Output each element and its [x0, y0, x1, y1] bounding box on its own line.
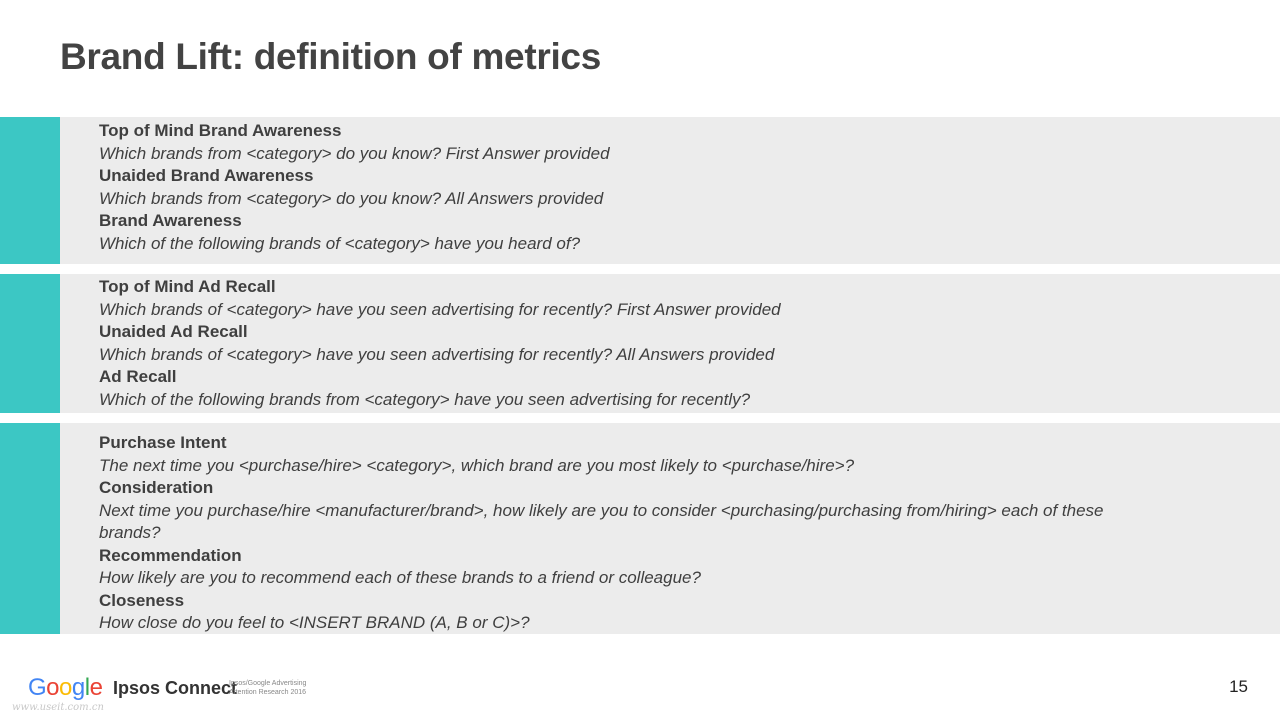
- source-note: [229, 679, 306, 697]
- metric-group-awareness: [0, 117, 1280, 264]
- watermark: www.useit.com.cn: [12, 702, 104, 713]
- ipsos-connect-logo: Ipsos Connect: [113, 678, 238, 698]
- metric-name: Top of Mind Ad Recall: [99, 277, 276, 296]
- metric-question: How likely are you to recommend each of these brands to a friend or colleague?: [99, 568, 701, 587]
- metric-question: Which brands of <category> have you seen advertising for recently? First Answer provided: [99, 299, 781, 319]
- metric-group-purchase: [0, 423, 1280, 634]
- metric-list: [99, 276, 1130, 411]
- google-logo: Google: [28, 674, 103, 701]
- metric-question: Which brands of <category> have you seen advertising for recently? All Answers provided: [99, 344, 775, 364]
- metric-name: Ad Recall: [99, 367, 177, 386]
- accent-bar: [0, 423, 60, 634]
- accent-bar: [0, 274, 60, 413]
- metric-name: Brand Awareness: [99, 211, 242, 230]
- metric-question: Next time you purchase/hire <manufacturer/brand>, how likely are you to consider <purchasing/purchasing from/hiring> each of these brands?: [99, 500, 1104, 542]
- metric-name: Closeness: [99, 590, 185, 610]
- metric-group-ad-recall: [0, 274, 1280, 413]
- metric-name: Unaided Ad Recall: [99, 322, 248, 341]
- metric-name: Recommendation: [99, 545, 242, 565]
- source-line: Ipsos/Google Advertising: [229, 680, 307, 687]
- metric-name: Purchase Intent: [99, 433, 227, 452]
- metric-question: Which brands from <category> do you know? First Answer provided: [99, 143, 610, 163]
- metric-question: How close do you feel to <INSERT BRAND (A, B or C)>?: [99, 613, 530, 632]
- source-line: Attention Research 2016: [229, 689, 307, 696]
- metric-question: Which of the following brands from <category> have you seen advertising for recently?: [99, 389, 751, 409]
- metric-name: Consideration: [99, 478, 214, 497]
- metric-name: Top of Mind Brand Awareness: [99, 121, 342, 140]
- slide-title: Brand Lift: definition of metrics: [60, 36, 601, 77]
- metric-question: Which of the following brands of <category> have you heard of?: [99, 233, 581, 253]
- page-number: 15: [1229, 677, 1248, 696]
- metric-list: [99, 432, 1130, 635]
- metric-list: [99, 120, 1130, 255]
- metric-name: Unaided Brand Awareness: [99, 166, 314, 185]
- metric-question: The next time you <purchase/hire> <category>, which brand are you most likely to <purchase/hire>?: [99, 455, 855, 475]
- metric-question: Which brands from <category> do you know? All Answers provided: [99, 188, 604, 208]
- accent-bar: [0, 117, 60, 264]
